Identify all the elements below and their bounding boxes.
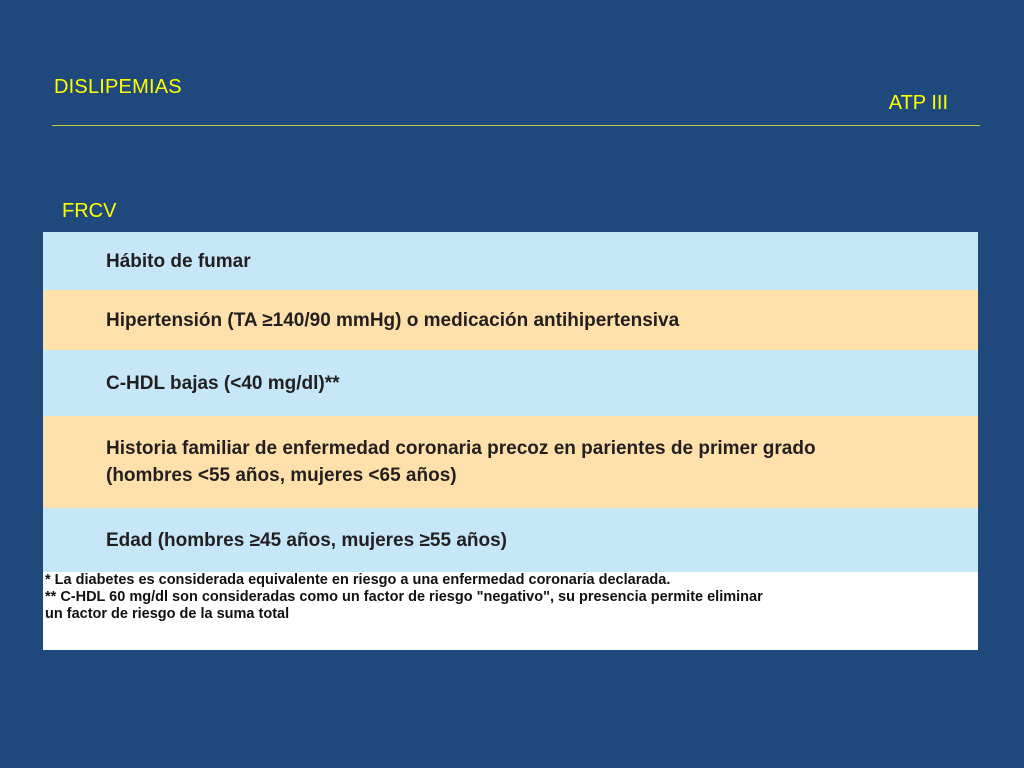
risk-row-low-hdl: C-HDL bajas (<40 mg/dl)** bbox=[43, 350, 978, 416]
risk-row-age: Edad (hombres ≥45 años, mujeres ≥55 años) bbox=[43, 508, 978, 572]
table-footnotes bbox=[45, 572, 975, 623]
risk-row-smoking: Hábito de fumar bbox=[43, 232, 978, 290]
risk-factors-table bbox=[43, 232, 978, 650]
risk-row-family-history: Historia familiar de enfermedad coronaria precoz en parientes de primer grado (hombres <55 años, mujeres <65 años) bbox=[43, 416, 978, 508]
risk-row-hypertension: Hipertensión (TA ≥140/90 mmHg) o medicación antihipertensiva bbox=[43, 290, 978, 350]
section-label: FRCV bbox=[62, 200, 117, 222]
footnote-hdl-continued: un factor de riesgo de la suma total bbox=[45, 606, 290, 622]
title-divider bbox=[52, 125, 980, 126]
slide-title: DISLIPEMIAS bbox=[54, 76, 182, 98]
footnote-diabetes: * La diabetes es considerada equivalente en riesgo a una enfermedad coronaria declarada. bbox=[45, 572, 671, 588]
slide-subtitle: ATP III bbox=[888, 92, 948, 114]
footnote-hdl: ** C-HDL 60 mg/dl son consideradas como un factor de riesgo "negativo", su presencia permite eliminar bbox=[45, 589, 763, 605]
